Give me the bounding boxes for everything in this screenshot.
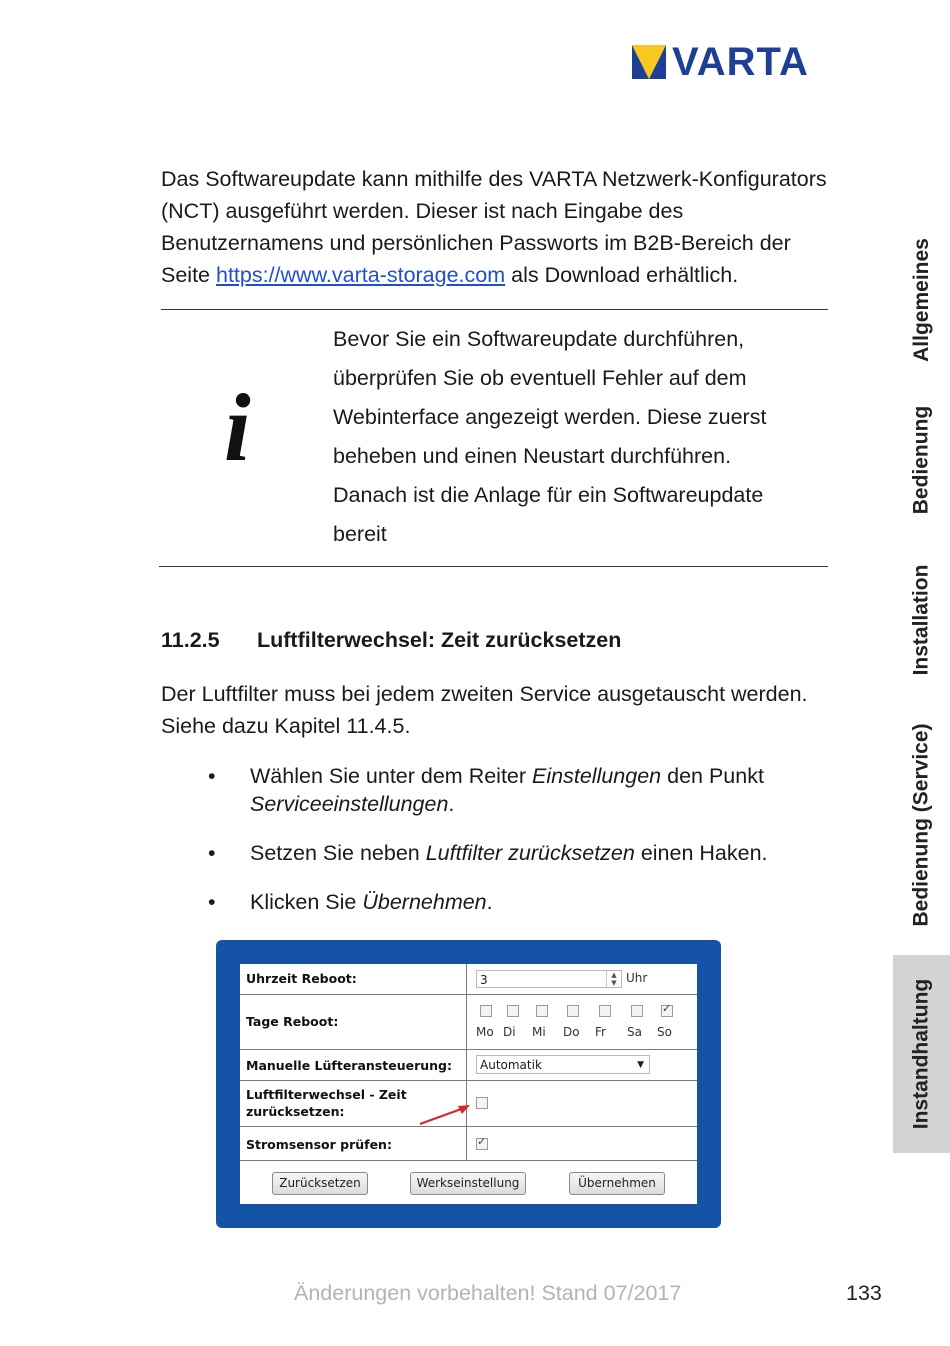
reboot-unit: Uhr bbox=[626, 971, 648, 985]
logo-text: VARTA bbox=[672, 40, 809, 84]
reboot-hour-stepper[interactable] bbox=[476, 970, 622, 988]
intro-paragraph bbox=[161, 163, 841, 291]
stepper-arrows-icon[interactable]: ▲ ▼ bbox=[606, 971, 621, 987]
bullet-emphasis: Einstellungen bbox=[532, 764, 662, 788]
apply-button[interactable]: Übernehmen bbox=[569, 1172, 665, 1195]
bullet-text: den Punkt bbox=[661, 764, 764, 788]
weekday-checkbox-do[interactable] bbox=[567, 1005, 579, 1017]
bullet-emphasis: Übernehmen bbox=[362, 890, 487, 914]
note-line: bereit bbox=[333, 522, 387, 546]
settings-screenshot bbox=[216, 940, 721, 1228]
bullet-text: . bbox=[448, 792, 455, 816]
red-arrow-icon bbox=[416, 1100, 476, 1130]
bullet-text: Setzen Sie neben bbox=[250, 841, 426, 865]
section-number: 11.2.5 bbox=[161, 628, 220, 652]
section-heading bbox=[161, 628, 621, 653]
download-link[interactable]: https://www.varta-storage.com bbox=[215, 263, 506, 287]
column-divider bbox=[466, 995, 467, 1049]
note-line: Webinterface angezeigt werden. Diese zuerst bbox=[333, 405, 767, 429]
list-item bbox=[205, 888, 825, 916]
info-note bbox=[333, 320, 813, 554]
bullet-emphasis: Luftfilter zurücksetzen bbox=[425, 841, 635, 865]
reboot-time-label: Uhrzeit Reboot: bbox=[246, 971, 357, 986]
fan-control-label: Manuelle Lüfteransteuerung: bbox=[246, 1058, 452, 1073]
current-sensor-checkbox[interactable] bbox=[476, 1138, 488, 1150]
weekday-label-do: Do bbox=[563, 1025, 580, 1039]
filter-reset-checkbox[interactable] bbox=[476, 1097, 488, 1109]
section-title: Luftfilterwechsel: Zeit zurücksetzen bbox=[257, 628, 622, 652]
fan-mode-value: Automatik bbox=[480, 1058, 542, 1072]
tab-bedienung[interactable] bbox=[893, 390, 950, 530]
row-fan-control bbox=[240, 1050, 697, 1081]
bullet-emphasis: Serviceeinstellungen bbox=[250, 792, 449, 816]
weekday-label-fr: Fr bbox=[595, 1025, 606, 1039]
bullet-text: . bbox=[486, 890, 493, 914]
weekday-label-sa: Sa bbox=[627, 1025, 642, 1039]
section-paragraph: Der Luftfilter muss bei jedem zweiten Service ausgetauscht werden. Siehe dazu Kapitel 11.4.5. bbox=[161, 682, 808, 738]
varta-logo-mark-icon bbox=[632, 45, 666, 79]
tab-label: Installation bbox=[909, 564, 933, 676]
column-divider bbox=[466, 1050, 467, 1080]
filter-reset-label bbox=[246, 1086, 407, 1120]
note-line: überprüfen Sie ob eventuell Fehler auf dem bbox=[333, 366, 747, 390]
bullet-icon: • bbox=[208, 841, 216, 865]
note-bottom-rule bbox=[159, 566, 828, 567]
page-number: 133 bbox=[846, 1281, 882, 1305]
bullet-icon: • bbox=[208, 890, 216, 914]
current-sensor-label: Stromsensor prüfen: bbox=[246, 1137, 392, 1152]
row-reboot-time bbox=[240, 964, 697, 995]
weekday-label-mo: Mo bbox=[476, 1025, 494, 1039]
weekday-label-di: Di bbox=[503, 1025, 516, 1039]
filter-label-line: zurücksetzen: bbox=[246, 1104, 345, 1119]
reset-button[interactable]: Zurücksetzen bbox=[272, 1172, 368, 1195]
bullet-icon: • bbox=[208, 764, 216, 788]
bullet-text: einen Haken. bbox=[634, 841, 768, 865]
weekday-label-so: So bbox=[657, 1025, 672, 1039]
row-current-sensor bbox=[240, 1127, 697, 1161]
tab-bedienung-service[interactable] bbox=[893, 710, 950, 940]
tab-label: Instandhaltung bbox=[909, 978, 933, 1130]
reboot-hour-value: 3 bbox=[480, 973, 488, 987]
intro-text-after: als Download erhältlich. bbox=[505, 263, 739, 287]
chevron-down-icon: ▼ bbox=[637, 1060, 644, 1070]
row-reboot-days bbox=[240, 995, 697, 1050]
tab-installation[interactable] bbox=[893, 550, 950, 690]
factory-settings-button[interactable]: Werkseinstellung bbox=[410, 1172, 526, 1195]
filter-label-line: Luftfilterwechsel - Zeit bbox=[246, 1087, 407, 1102]
list-item bbox=[205, 839, 825, 867]
weekday-checkbox-mi[interactable] bbox=[536, 1005, 548, 1017]
footer-note: Änderungen vorbehalten! Stand 07/2017 bbox=[294, 1281, 682, 1305]
tab-label: Allgemeines bbox=[909, 238, 933, 362]
info-icon: i bbox=[224, 374, 251, 481]
bullet-text: Klicken Sie bbox=[250, 890, 363, 914]
instruction-list bbox=[205, 762, 825, 937]
fan-mode-select[interactable] bbox=[476, 1055, 650, 1074]
weekday-checkbox-mo[interactable] bbox=[480, 1005, 492, 1017]
note-top-rule bbox=[161, 309, 828, 310]
weekday-checkbox-so[interactable] bbox=[661, 1005, 673, 1017]
bullet-text: Wählen Sie unter dem Reiter bbox=[250, 764, 533, 788]
weekday-checkbox-di[interactable] bbox=[507, 1005, 519, 1017]
note-line: beheben und einen Neustart durchführen. bbox=[333, 444, 732, 468]
column-divider bbox=[466, 964, 467, 994]
tab-label: Bedienung bbox=[909, 405, 933, 515]
weekday-checkbox-fr[interactable] bbox=[599, 1005, 611, 1017]
list-item bbox=[205, 762, 825, 818]
tab-allgemeines[interactable] bbox=[893, 220, 950, 380]
settings-panel bbox=[240, 964, 697, 1204]
weekday-label-mi: Mi bbox=[532, 1025, 546, 1039]
tab-label: Bedienung (Service) bbox=[909, 723, 933, 927]
column-divider bbox=[466, 1127, 467, 1160]
note-line: Danach ist die Anlage für ein Softwareupdate bbox=[333, 483, 764, 507]
varta-logo bbox=[632, 40, 809, 84]
row-filter-reset bbox=[240, 1081, 697, 1127]
reboot-days-label: Tage Reboot: bbox=[246, 1014, 339, 1029]
note-line: Bevor Sie ein Softwareupdate durchführen, bbox=[333, 327, 745, 351]
tab-instandhaltung[interactable] bbox=[893, 955, 950, 1153]
intro-text-before: Das Softwareupdate kann mithilfe des VARTA Netzwerk-Konfigurators (NCT) ausgeführt werden. Dieser ist nach Eingabe des Benutzernamens und persönlichen Passworts im B2B-Bereich der Seite bbox=[161, 167, 827, 287]
weekday-checkbox-sa[interactable] bbox=[631, 1005, 643, 1017]
